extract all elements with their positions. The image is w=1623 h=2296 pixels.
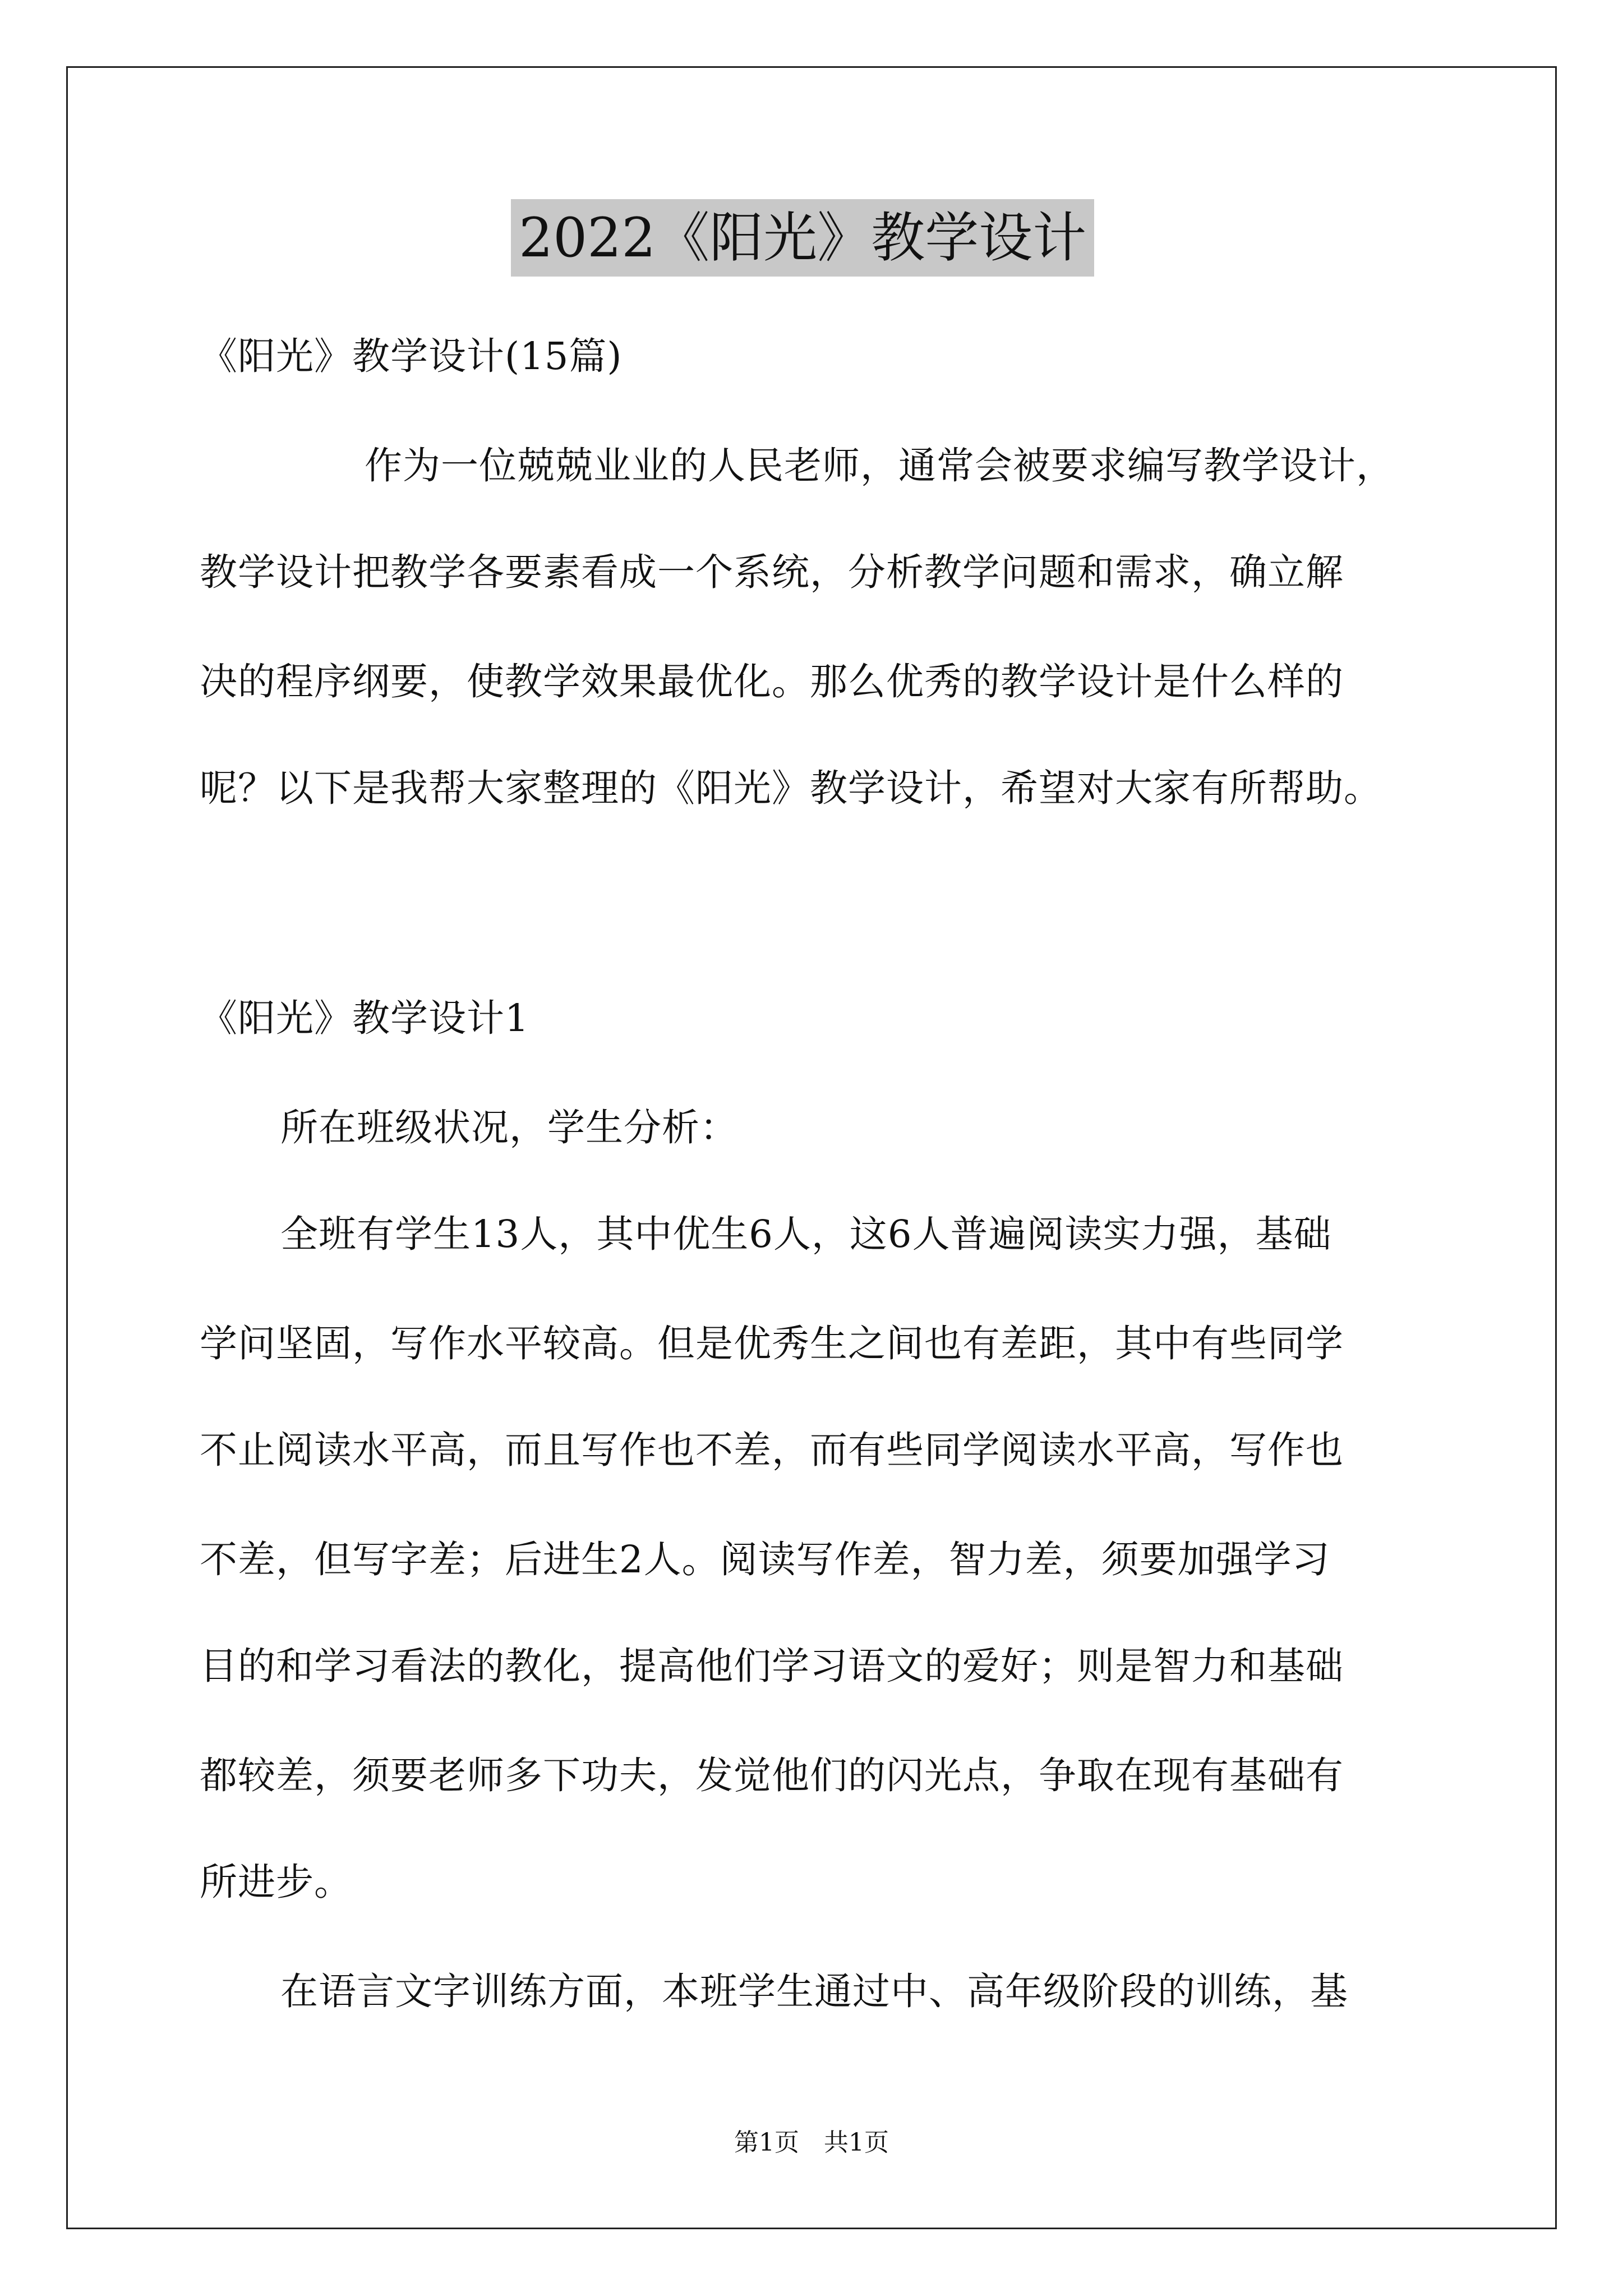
analysis-line: 不差，但写字差；后进生2人。阅读写作差，智力差，须要加强学习	[200, 1538, 1330, 1581]
intro-line: 决的程序纲要，使教学效果最优化。那么优秀的教学设计是什么样的	[200, 660, 1344, 703]
intro-line: 呢？以下是我帮大家整理的《阳光》教学设计，希望对大家有所帮助。	[200, 766, 1382, 810]
document-title: 2022《阳光》教学设计	[511, 199, 1094, 277]
analysis-line: 目的和学习看法的教化，提高他们学习语文的爱好；则是智力和基础	[200, 1644, 1344, 1688]
training-line: 在语言文字训练方面，本班学生通过中、高年级阶段的训练，基	[280, 1970, 1348, 2013]
analysis-line: 全班有学生13人，其中优生6人，这6人普遍阅读实力强，基础	[280, 1212, 1332, 1256]
analysis-line: 所进步。	[200, 1860, 352, 1904]
section-heading: 《阳光》教学设计1	[200, 996, 529, 1040]
analysis-line: 都较差，须要老师多下功夫，发觉他们的闪光点，争取在现有基础有	[200, 1754, 1344, 1797]
intro-line: 作为一位兢兢业业的人民老师，通常会被要求编写教学设计，	[365, 444, 1394, 487]
intro-line: 教学设计把教学各要素看成一个系统，分析教学问题和需求，确立解	[200, 550, 1344, 594]
analysis-line: 学问坚固，写作水平较高。但是优秀生之间也有差距，其中有些同学	[200, 1322, 1344, 1365]
page-footer: 第1页 共1页	[734, 2128, 889, 2157]
class-heading: 所在班级状况，学生分析：	[280, 1106, 738, 1149]
analysis-line: 不止阅读水平高，而且写作也不差，而有些同学阅读水平高，写作也	[200, 1428, 1344, 1472]
subtitle: 《阳光》教学设计(15篇)	[200, 334, 623, 378]
